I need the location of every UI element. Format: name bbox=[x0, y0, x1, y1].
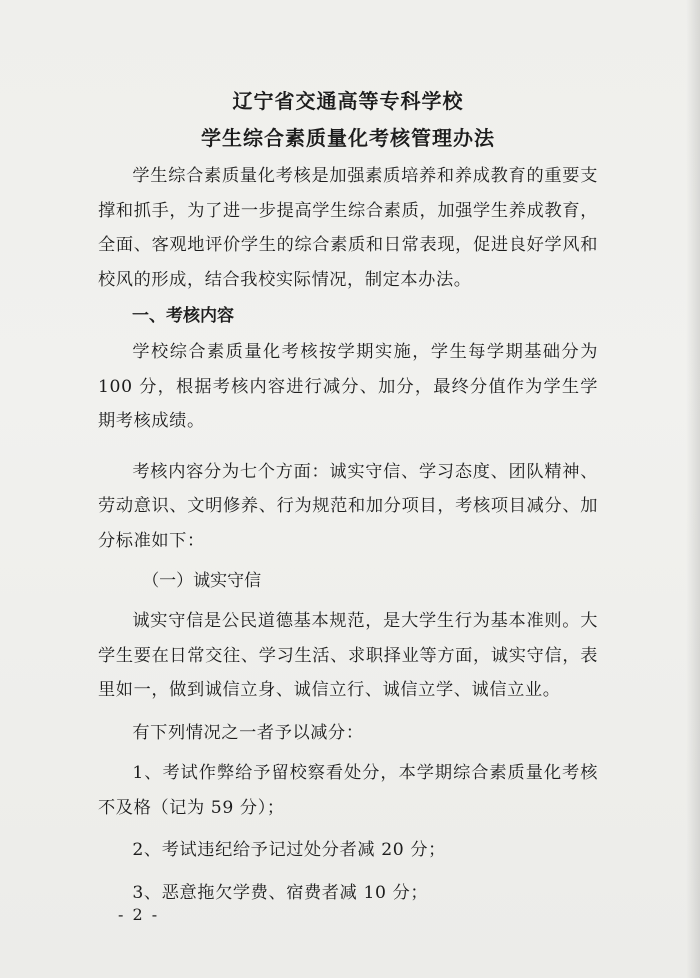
deduction-item: 3、恶意拖欠学费、宿费者减 10 分； bbox=[132, 882, 429, 903]
deduction-intro: 有下列情况之一者予以减分： bbox=[132, 722, 364, 743]
section-heading-assessment-content: 一、考核内容 bbox=[132, 306, 234, 326]
subsection-heading-integrity: （一）诚实守信 bbox=[142, 571, 262, 591]
page-number: - 2 - bbox=[118, 905, 160, 924]
document-body bbox=[98, 86, 598, 910]
page-edge-shadow bbox=[686, 0, 700, 978]
document-title-regulation: 学生综合素质量化考核管理办法 bbox=[201, 126, 495, 150]
deduction-item: 2、考试违纪给予记过处分者减 20 分； bbox=[132, 840, 446, 860]
assessment-aspects-paragraph: 考核内容分为七个方面：诚实守信、学习态度、团队精神、劳动意识、文明修养、行为规范和加分项目，考核项目减分、加分标准如下： bbox=[98, 461, 598, 551]
document-title-school: 辽宁省交通高等专科学校 bbox=[232, 89, 464, 113]
integrity-paragraph: 诚实守信是公民道德基本规范，是大学生行为基本准则。大学生要在日常交往、学习生活、求职择业等方面，诚实守信，表里如一，做到诚信立身、诚信立行、诚信立学、诚信立业。 bbox=[98, 611, 598, 700]
intro-paragraph: 学生综合素质量化考核是加强素质培养和养成教育的重要支撑和抓手，为了进一步提高学生综合素质，加强学生养成教育，全面、客观地评价学生的综合素质和日常表现，促进良好学风和校风的形成，结合我校实际情况，制定本办法。 bbox=[98, 166, 598, 290]
deduction-item: 1、考试作弊给予留校察看处分，本学期综合素质量化考核不及格（记为 59 分）； bbox=[98, 763, 598, 818]
base-score-paragraph: 学校综合素质量化考核按学期实施，学生每学期基础分为 100 分，根据考核内容进行减分、加分，最终分值作为学生学期考核成绩。 bbox=[98, 342, 598, 431]
